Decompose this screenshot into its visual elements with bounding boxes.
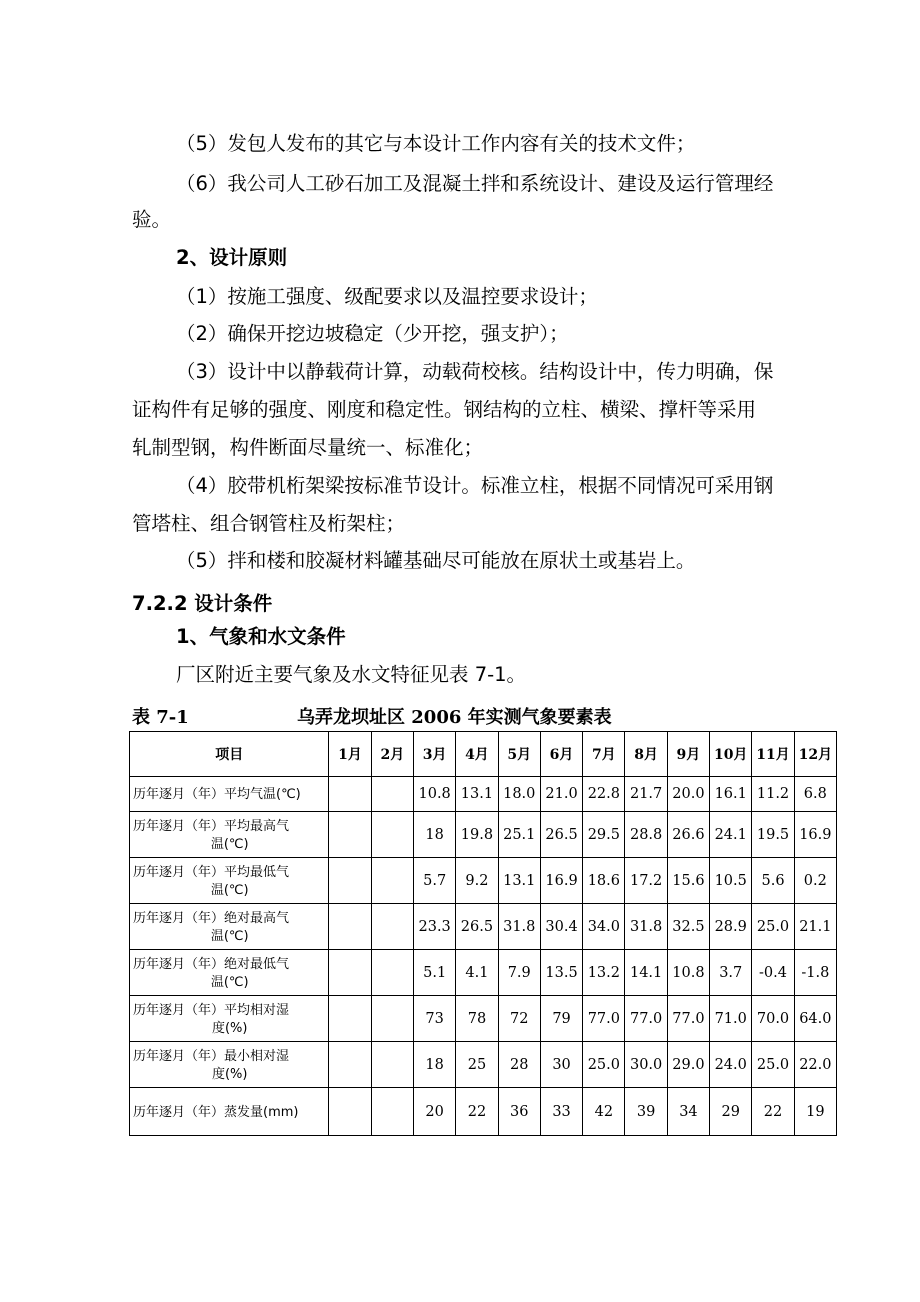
table-cell: 10.8 — [667, 950, 709, 996]
table-cell: 20.0 — [667, 777, 709, 812]
principle-5: （5）拌和楼和胶凝材料罐基础尽可能放在原状土或基岩上。 — [176, 549, 696, 572]
table-cell: 31.8 — [498, 904, 540, 950]
row-label-line2: 度(%) — [211, 1020, 248, 1036]
table-cell: 22 — [456, 1088, 498, 1136]
table-header-row — [130, 732, 837, 777]
table-cell: 13.1 — [456, 777, 498, 812]
table-cell: 24.1 — [710, 812, 752, 858]
header-item: 项目 — [130, 732, 329, 777]
table-cell: 18 — [414, 1042, 456, 1088]
table-row — [130, 1088, 837, 1136]
table-cell: 31.8 — [625, 904, 667, 950]
table-cell: 13.5 — [540, 950, 582, 996]
header-month: 1月 — [329, 732, 371, 777]
table-cell: 25.1 — [498, 812, 540, 858]
table-title: 乌弄龙坝址区 2006 年实测气象要素表 — [297, 707, 612, 728]
table-cell: 77.0 — [625, 996, 667, 1042]
table-cell: 78 — [456, 996, 498, 1042]
table-cell: 5.7 — [414, 858, 456, 904]
table-cell: 26.5 — [456, 904, 498, 950]
table-cell: 77.0 — [667, 996, 709, 1042]
table-cell: 25.0 — [752, 904, 794, 950]
table-cell: -1.8 — [794, 950, 836, 996]
table-cell — [329, 858, 371, 904]
table-cell: 20 — [414, 1088, 456, 1136]
table-cell: 5.1 — [414, 950, 456, 996]
table-row — [130, 950, 837, 996]
table-cell: 19.5 — [752, 812, 794, 858]
table-cell — [329, 812, 371, 858]
table-cell: 4.1 — [456, 950, 498, 996]
table-cell — [371, 1042, 413, 1088]
table-cell — [371, 1088, 413, 1136]
table-cell: 10.5 — [710, 858, 752, 904]
table-cell: 18.0 — [498, 777, 540, 812]
row-label — [130, 996, 329, 1042]
row-label — [130, 812, 329, 858]
table-cell: -0.4 — [752, 950, 794, 996]
table-cell: 26.6 — [667, 812, 709, 858]
principle-4-line2: 管塔柱、组合钢管柱及桁架柱； — [132, 512, 406, 535]
table-cell: 24.0 — [710, 1042, 752, 1088]
table-cell — [371, 996, 413, 1042]
table-cell — [329, 996, 371, 1042]
table-cell: 3.7 — [710, 950, 752, 996]
table-cell: 16.9 — [540, 858, 582, 904]
row-label-line2: 温(℃) — [210, 928, 249, 944]
table-cell: 18 — [414, 812, 456, 858]
table-caption — [132, 703, 832, 727]
table-row — [130, 996, 837, 1042]
row-label-line2: 度(%) — [211, 1066, 248, 1082]
table-cell — [371, 950, 413, 996]
row-label — [130, 777, 329, 812]
table-cell: 29.0 — [667, 1042, 709, 1088]
table-cell: 7.9 — [498, 950, 540, 996]
principle-4-line1: （4）胶带机桁架梁按标准节设计。标准立柱，根据不同情况可采用钢 — [176, 474, 774, 497]
table-cell: 23.3 — [414, 904, 456, 950]
row-label — [130, 950, 329, 996]
table-cell: 77.0 — [583, 996, 625, 1042]
table-cell: 9.2 — [456, 858, 498, 904]
table-cell: 79 — [540, 996, 582, 1042]
table-cell: 0.2 — [794, 858, 836, 904]
table-cell: 29 — [710, 1088, 752, 1136]
table-cell: 14.1 — [625, 950, 667, 996]
row-label-line1: 历年逐月（年）平均最高气 — [133, 818, 290, 834]
table-cell — [329, 950, 371, 996]
section-heading: 7.2.2 设计条件 — [132, 592, 273, 615]
table-cell: 39 — [625, 1088, 667, 1136]
table-cell: 25.0 — [752, 1042, 794, 1088]
table-row — [130, 858, 837, 904]
table-cell: 13.1 — [498, 858, 540, 904]
row-label — [130, 1088, 329, 1136]
table-cell: 30.0 — [625, 1042, 667, 1088]
table-cell — [329, 1088, 371, 1136]
row-label-line1: 历年逐月（年）绝对最低气 — [133, 956, 290, 972]
paragraph-p5: （5）发包人发布的其它与本设计工作内容有关的技术文件； — [176, 132, 696, 155]
heading-design-principles: 2、设计原则 — [176, 246, 288, 269]
table-cell — [329, 904, 371, 950]
row-label-line1: 历年逐月（年）最小相对湿 — [133, 1048, 290, 1064]
table-cell — [371, 904, 413, 950]
table-cell: 33 — [540, 1088, 582, 1136]
table-cell: 28.8 — [625, 812, 667, 858]
table-cell: 28 — [498, 1042, 540, 1088]
table-cell: 22.8 — [583, 777, 625, 812]
header-month: 7月 — [583, 732, 625, 777]
weather-table — [129, 731, 837, 1136]
table-intro: 厂区附近主要气象及水文特征见表 7-1。 — [176, 663, 527, 686]
header-month: 12月 — [794, 732, 836, 777]
row-label-line1: 历年逐月（年）平均相对湿 — [133, 1002, 290, 1018]
table-cell: 29.5 — [583, 812, 625, 858]
table-cell: 34 — [667, 1088, 709, 1136]
header-month: 3月 — [414, 732, 456, 777]
row-label-line1: 历年逐月（年）蒸发量(mm) — [133, 1104, 299, 1120]
table-cell: 19.8 — [456, 812, 498, 858]
table-cell: 21.0 — [540, 777, 582, 812]
header-month: 6月 — [540, 732, 582, 777]
row-label-line2: 温(℃) — [210, 882, 249, 898]
table-cell — [329, 777, 371, 812]
table-number: 表 7-1 — [132, 707, 189, 728]
row-label — [130, 1042, 329, 1088]
row-label-line1: 历年逐月（年）平均气温(℃) — [133, 787, 301, 802]
table-cell — [329, 1042, 371, 1088]
header-month: 11月 — [752, 732, 794, 777]
row-label-line1: 历年逐月（年）绝对最高气 — [133, 910, 290, 926]
table-cell: 32.5 — [667, 904, 709, 950]
table-cell: 21.1 — [794, 904, 836, 950]
header-month: 4月 — [456, 732, 498, 777]
header-month: 5月 — [498, 732, 540, 777]
table-cell: 30.4 — [540, 904, 582, 950]
table-cell — [371, 812, 413, 858]
table-cell: 5.6 — [752, 858, 794, 904]
table-cell: 36 — [498, 1088, 540, 1136]
table-cell: 71.0 — [710, 996, 752, 1042]
table-cell: 18.6 — [583, 858, 625, 904]
table-row — [130, 812, 837, 858]
heading-climate: 1、气象和水文条件 — [176, 625, 346, 648]
table-cell: 73 — [414, 996, 456, 1042]
principle-3-line3: 轧制型钢，构件断面尽量统一、标准化； — [132, 436, 484, 459]
header-month: 2月 — [371, 732, 413, 777]
table-cell — [371, 858, 413, 904]
table-cell: 25 — [456, 1042, 498, 1088]
table-cell: 22 — [752, 1088, 794, 1136]
table-cell: 17.2 — [625, 858, 667, 904]
table-cell: 26.5 — [540, 812, 582, 858]
table-cell: 22.0 — [794, 1042, 836, 1088]
table-cell: 28.9 — [710, 904, 752, 950]
table-cell: 70.0 — [752, 996, 794, 1042]
table-cell: 6.8 — [794, 777, 836, 812]
table-row — [130, 904, 837, 950]
table-cell: 30 — [540, 1042, 582, 1088]
header-month: 10月 — [710, 732, 752, 777]
table-cell: 16.1 — [710, 777, 752, 812]
table-cell: 25.0 — [583, 1042, 625, 1088]
table-cell — [371, 777, 413, 812]
table-cell: 72 — [498, 996, 540, 1042]
table-row — [130, 777, 837, 812]
principle-3-line2: 证构件有足够的强度、刚度和稳定性。钢结构的立柱、横梁、撑杆等采用 — [132, 398, 757, 421]
principle-2: （2）确保开挖边坡稳定（少开挖，强支护）； — [176, 322, 569, 345]
table-cell: 11.2 — [752, 777, 794, 812]
table-cell: 34.0 — [583, 904, 625, 950]
header-month: 9月 — [667, 732, 709, 777]
row-label-line2: 温(℃) — [210, 836, 249, 852]
table-cell: 13.2 — [583, 950, 625, 996]
table-cell: 21.7 — [625, 777, 667, 812]
table-cell: 64.0 — [794, 996, 836, 1042]
table-cell: 15.6 — [667, 858, 709, 904]
row-label — [130, 904, 329, 950]
paragraph-p6-line1: （6）我公司人工砂石加工及混凝土拌和系统设计、建设及运行管理经 — [176, 172, 774, 195]
principle-1: （1）按施工强度、级配要求以及温控要求设计； — [176, 285, 598, 308]
paragraph-p6-line2: 验。 — [132, 208, 172, 231]
row-label — [130, 858, 329, 904]
table-cell: 19 — [794, 1088, 836, 1136]
table-cell: 42 — [583, 1088, 625, 1136]
row-label-line1: 历年逐月（年）平均最低气 — [133, 864, 290, 880]
row-label-line2: 温(℃) — [210, 974, 249, 990]
table-cell: 10.8 — [414, 777, 456, 812]
header-month: 8月 — [625, 732, 667, 777]
principle-3-line1: （3）设计中以静载荷计算，动载荷校核。结构设计中，传力明确，保 — [176, 360, 774, 383]
table-row — [130, 1042, 837, 1088]
table-cell: 16.9 — [794, 812, 836, 858]
